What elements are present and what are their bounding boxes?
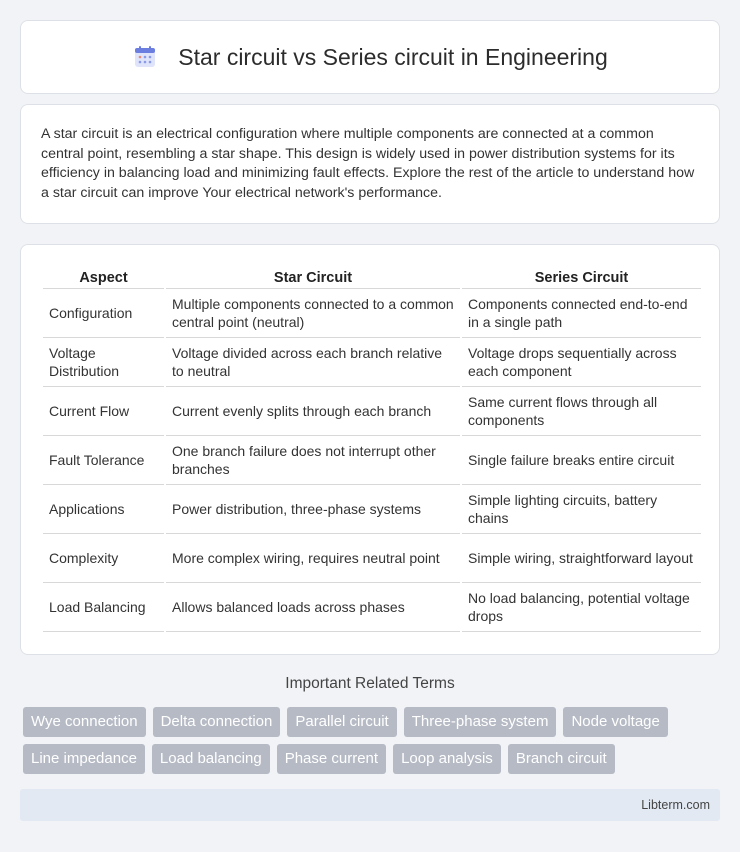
cell-star: Current evenly splits through each branch [166,387,460,436]
cell-series: Simple lighting circuits, battery chains [462,485,701,534]
cell-series: No load balancing, potential voltage drops [462,583,701,632]
intro-text: A star circuit is an electrical configuration where multiple components are connected at a common central point, resembling a star shape. This design is widely used in power distribution systems for its efficiency in balancing load and minimizing fault effects. Explore the rest of the article to understand how a star circuit can improve Your electrical network's performance. [41,126,695,201]
tag-loop-analysis[interactable]: Loop analysis [393,744,501,774]
cell-aspect: Configuration [43,289,164,338]
table-row [43,338,701,387]
header-star: Star Circuit [166,263,460,289]
cell-star: Voltage divided across each branch relative to neutral [166,338,460,387]
table-row [43,436,701,485]
cell-series: Simple wiring, straightforward layout [462,534,701,583]
table-row [43,387,701,436]
comparison-card [20,244,720,655]
tag-three-phase-system[interactable]: Three-phase system [404,707,557,737]
cell-star: More complex wiring, requires neutral point [166,534,460,583]
footer-site-link[interactable]: Libterm.com [641,798,710,812]
tag-row [23,744,723,774]
header-aspect: Aspect [43,263,164,289]
cell-series: Voltage drops sequentially across each component [462,338,701,387]
cell-aspect: Load Balancing [43,583,164,632]
table-row [43,583,701,632]
table-row [43,289,701,338]
cell-aspect: Complexity [43,534,164,583]
page-title: Star circuit vs Series circuit in Engineering [178,43,608,70]
cell-series: Components connected end-to-end in a single path [462,289,701,338]
tag-load-balancing[interactable]: Load balancing [152,744,270,774]
intro-card [20,104,720,224]
cell-star: Multiple components connected to a common central point (neutral) [166,289,460,338]
cell-series: Same current flows through all components [462,387,701,436]
cell-star: Power distribution, three-phase systems [166,485,460,534]
tag-wye-connection[interactable]: Wye connection [23,707,146,737]
footer [20,789,720,821]
header-card [20,20,720,94]
table-row [43,485,701,534]
cell-star: Allows balanced loads across phases [166,583,460,632]
cell-aspect: Applications [43,485,164,534]
table-row [43,534,701,583]
tag-row [23,707,723,737]
tag-branch-circuit[interactable]: Branch circuit [508,744,615,774]
cell-aspect: Fault Tolerance [43,436,164,485]
related-terms [23,707,723,781]
header-series: Series Circuit [462,263,701,289]
cell-aspect: Voltage Distribution [43,338,164,387]
cell-series: Single failure breaks entire circuit [462,436,701,485]
cell-aspect: Current Flow [43,387,164,436]
comparison-table [41,263,703,632]
tag-node-voltage[interactable]: Node voltage [563,707,667,737]
tag-parallel-circuit[interactable]: Parallel circuit [287,707,396,737]
tag-phase-current[interactable]: Phase current [277,744,386,774]
related-terms-title: Important Related Terms [285,675,455,692]
calendar-icon [132,44,158,70]
tag-delta-connection[interactable]: Delta connection [153,707,281,737]
table-header-row [43,263,701,289]
tag-line-impedance[interactable]: Line impedance [23,744,145,774]
cell-star: One branch failure does not interrupt other branches [166,436,460,485]
